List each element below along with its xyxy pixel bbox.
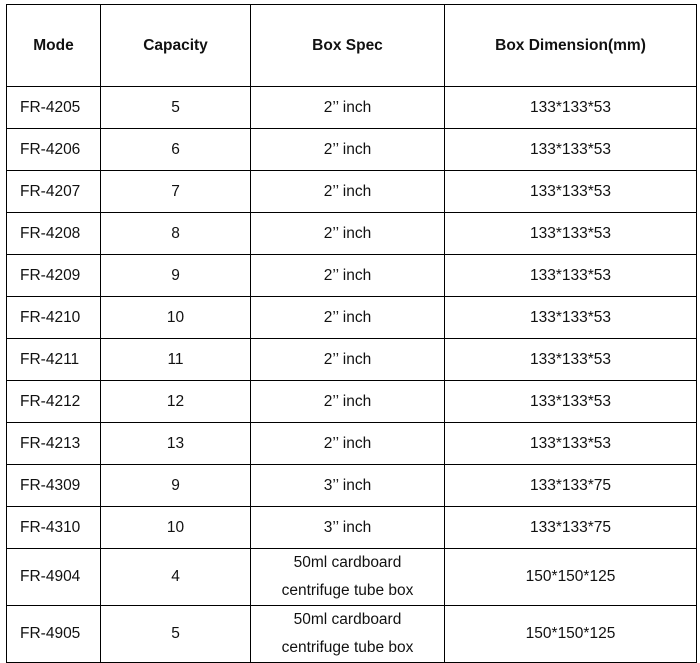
box-spec-line-2: centrifuge tube box [281, 639, 414, 656]
cell-capacity: 5 [101, 606, 251, 663]
cell-mode: FR-4310 [7, 507, 101, 549]
cell-box-dimension: 133*133*53 [445, 339, 697, 381]
cell-mode: FR-4309 [7, 465, 101, 507]
cell-mode: FR-4210 [7, 297, 101, 339]
cell-box-dimension: 133*133*53 [445, 213, 697, 255]
cell-mode: FR-4212 [7, 381, 101, 423]
table-row [7, 213, 697, 255]
header-capacity: Capacity [101, 5, 251, 87]
table-row [7, 507, 697, 549]
table-row [7, 339, 697, 381]
cell-mode: FR-4206 [7, 129, 101, 171]
table-row [7, 423, 697, 465]
cell-capacity: 12 [101, 381, 251, 423]
cell-box-dimension: 150*150*125 [445, 549, 697, 606]
cell-box-dimension: 133*133*53 [445, 297, 697, 339]
cell-capacity: 6 [101, 129, 251, 171]
cell-box-spec: 2’’ inch [251, 297, 445, 339]
cell-box-dimension: 133*133*53 [445, 255, 697, 297]
cell-capacity: 7 [101, 171, 251, 213]
cell-box-spec: 2’’ inch [251, 213, 445, 255]
cell-mode: FR-4211 [7, 339, 101, 381]
cell-box-dimension: 133*133*53 [445, 171, 697, 213]
cell-box-dimension: 150*150*125 [445, 606, 697, 663]
table-row [7, 465, 697, 507]
cell-capacity: 10 [101, 297, 251, 339]
cell-mode: FR-4207 [7, 171, 101, 213]
cell-box-spec: 3’’ inch [251, 465, 445, 507]
cell-box-spec: 3’’ inch [251, 507, 445, 549]
cell-capacity: 4 [101, 549, 251, 606]
cell-box-spec [251, 606, 445, 663]
cell-mode: FR-4905 [7, 606, 101, 663]
cell-box-spec: 2’’ inch [251, 381, 445, 423]
cell-capacity: 5 [101, 87, 251, 129]
cell-mode: FR-4205 [7, 87, 101, 129]
table-row [7, 129, 697, 171]
table-row [7, 171, 697, 213]
cell-mode: FR-4904 [7, 549, 101, 606]
spec-table [6, 4, 697, 663]
table-row [7, 606, 697, 663]
cell-box-spec: 2’’ inch [251, 87, 445, 129]
cell-capacity: 9 [101, 465, 251, 507]
cell-capacity: 11 [101, 339, 251, 381]
cell-capacity: 9 [101, 255, 251, 297]
table-row [7, 549, 697, 606]
cell-mode: FR-4208 [7, 213, 101, 255]
header-box-dimension: Box Dimension(mm) [445, 5, 697, 87]
cell-box-dimension: 133*133*53 [445, 423, 697, 465]
table-row [7, 381, 697, 423]
cell-box-spec: 2’’ inch [251, 255, 445, 297]
cell-capacity: 13 [101, 423, 251, 465]
box-spec-line-1: 50ml cardboard [293, 611, 402, 628]
cell-box-dimension: 133*133*53 [445, 87, 697, 129]
table-row [7, 255, 697, 297]
cell-box-spec: 2’’ inch [251, 339, 445, 381]
cell-capacity: 10 [101, 507, 251, 549]
table-row [7, 297, 697, 339]
box-spec-line-1: 50ml cardboard [293, 554, 402, 571]
cell-capacity: 8 [101, 213, 251, 255]
box-spec-line-2: centrifuge tube box [281, 582, 414, 599]
cell-mode: FR-4213 [7, 423, 101, 465]
cell-box-spec: 2’’ inch [251, 423, 445, 465]
cell-box-spec [251, 549, 445, 606]
cell-box-dimension: 133*133*75 [445, 465, 697, 507]
cell-box-spec: 2’’ inch [251, 171, 445, 213]
table-row [7, 87, 697, 129]
header-mode: Mode [7, 5, 101, 87]
cell-mode: FR-4209 [7, 255, 101, 297]
cell-box-dimension: 133*133*75 [445, 507, 697, 549]
cell-box-dimension: 133*133*53 [445, 381, 697, 423]
table-header-row [7, 5, 697, 87]
header-box-spec: Box Spec [251, 5, 445, 87]
cell-box-spec: 2’’ inch [251, 129, 445, 171]
spec-table-container [6, 4, 697, 663]
cell-box-dimension: 133*133*53 [445, 129, 697, 171]
